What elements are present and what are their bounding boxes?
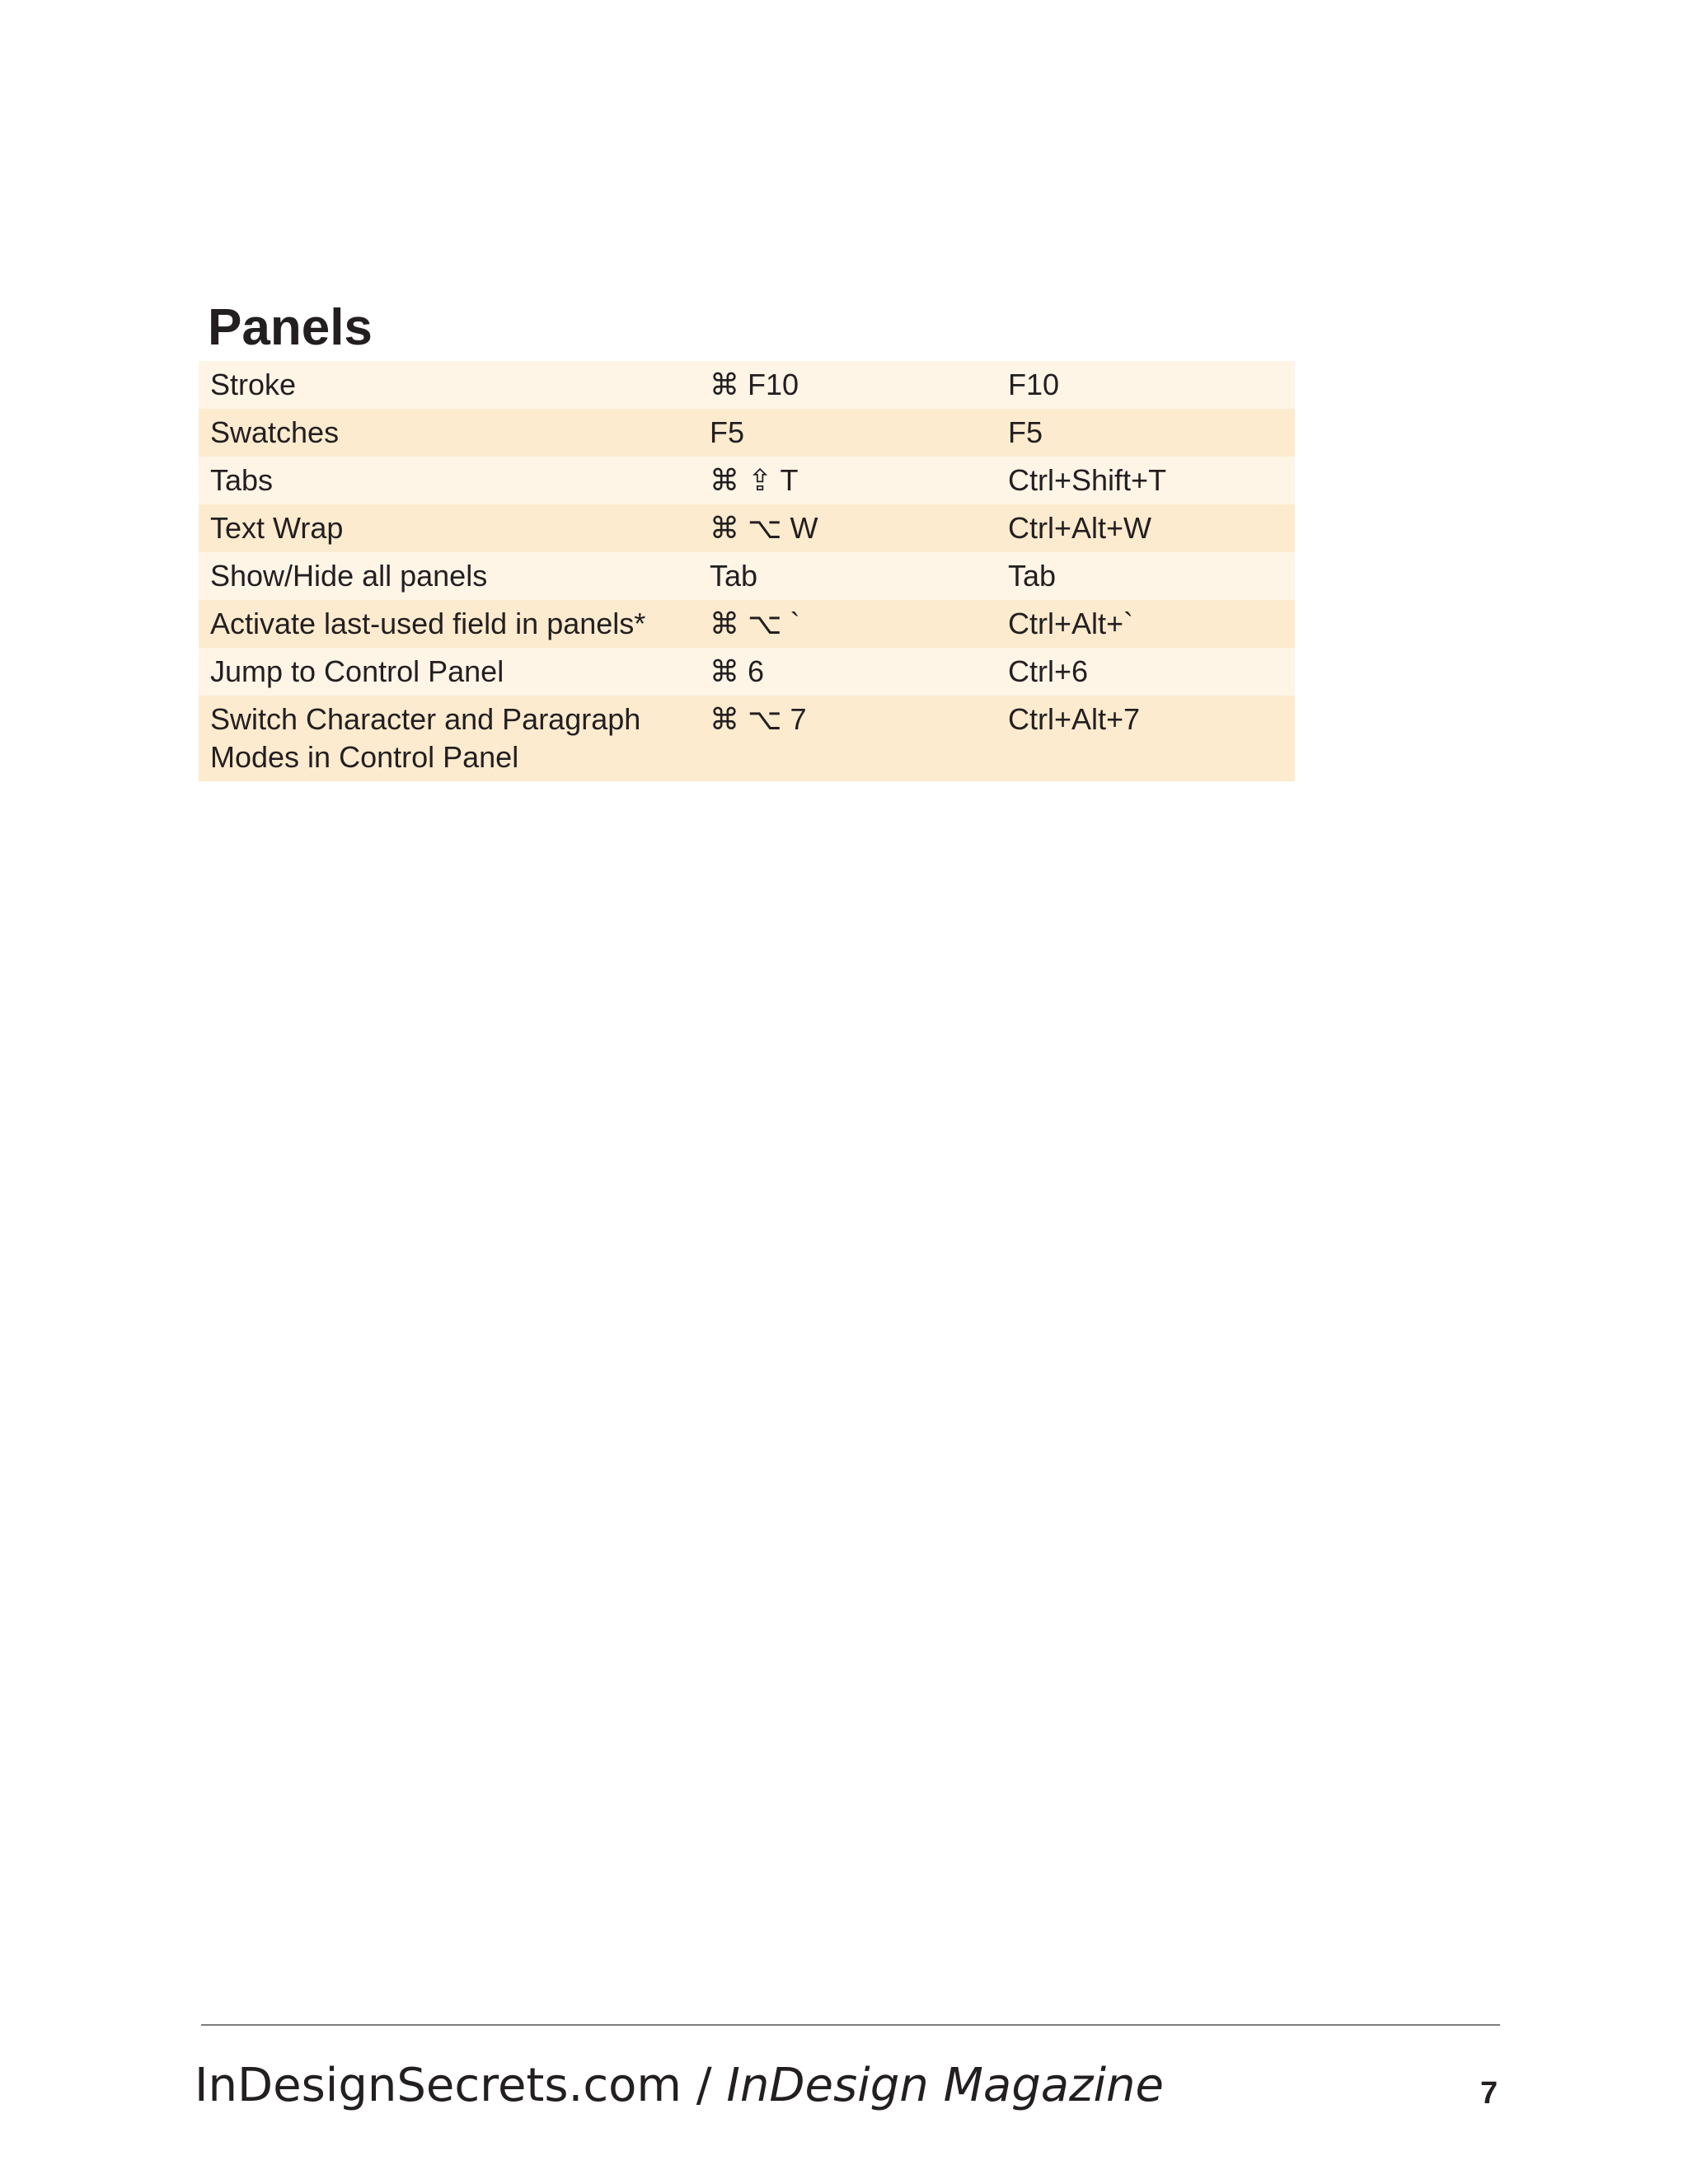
- table-row: [199, 696, 1295, 781]
- action-cell: Jump to Control Panel: [210, 654, 504, 688]
- footer-site: InDesignSecrets.com /: [195, 2059, 727, 2112]
- windows-shortcut-cell: Tab: [1008, 559, 1057, 593]
- action-cell: [199, 696, 698, 781]
- windows-shortcut-cell: F5: [1008, 415, 1043, 449]
- mac-shortcut-cell: ⌘ F10: [710, 368, 799, 401]
- action-cell-line: Switch Character and Paragraph: [210, 702, 641, 736]
- mac-shortcut-cell: ⌘ ⌥ `: [710, 607, 800, 640]
- mac-shortcut-cell: ⌘ ⌥ 7: [710, 702, 807, 736]
- table-row: [199, 361, 1295, 409]
- action-cell-line: Modes in Control Panel: [210, 740, 519, 774]
- table-row: [199, 600, 1295, 648]
- table-row: [199, 552, 1295, 600]
- table-row: [199, 648, 1295, 696]
- mac-shortcut-cell: ⌘ ⌥ W: [710, 511, 818, 545]
- windows-shortcut-cell: Ctrl+Alt+`: [1008, 607, 1134, 640]
- windows-shortcut-cell: Ctrl+Alt+7: [1008, 702, 1141, 736]
- page-number: 7: [1480, 2076, 1498, 2111]
- table-row: [199, 409, 1295, 457]
- action-cell: Swatches: [210, 415, 340, 449]
- action-cell: Text Wrap: [210, 511, 344, 545]
- windows-shortcut-cell: Ctrl+Shift+T: [1008, 463, 1167, 497]
- mac-shortcut-cell: F5: [710, 415, 745, 449]
- footer-divider: [201, 2024, 1500, 2026]
- action-cell: Stroke: [210, 368, 297, 401]
- footer-magazine: InDesign Magazine: [726, 2059, 1164, 2112]
- action-cell: Activate last-used field in panels*: [210, 607, 646, 640]
- windows-shortcut-cell: Ctrl+Alt+W: [1008, 511, 1152, 545]
- shortcut-table: [199, 361, 1295, 781]
- section-title: Panels: [208, 299, 373, 356]
- table-row: [199, 504, 1295, 552]
- action-cell: Tabs: [210, 463, 274, 497]
- windows-shortcut-cell: Ctrl+6: [1008, 654, 1089, 688]
- action-cell: Show/Hide all panels: [210, 559, 488, 593]
- mac-shortcut-cell: ⌘ 6: [710, 654, 765, 688]
- table-row: [199, 457, 1295, 504]
- windows-shortcut-cell: F10: [1008, 368, 1060, 401]
- mac-shortcut-cell: Tab: [710, 559, 758, 593]
- footer-credit: [195, 2057, 1164, 2115]
- mac-shortcut-cell: ⌘ ⇪ T: [710, 463, 799, 497]
